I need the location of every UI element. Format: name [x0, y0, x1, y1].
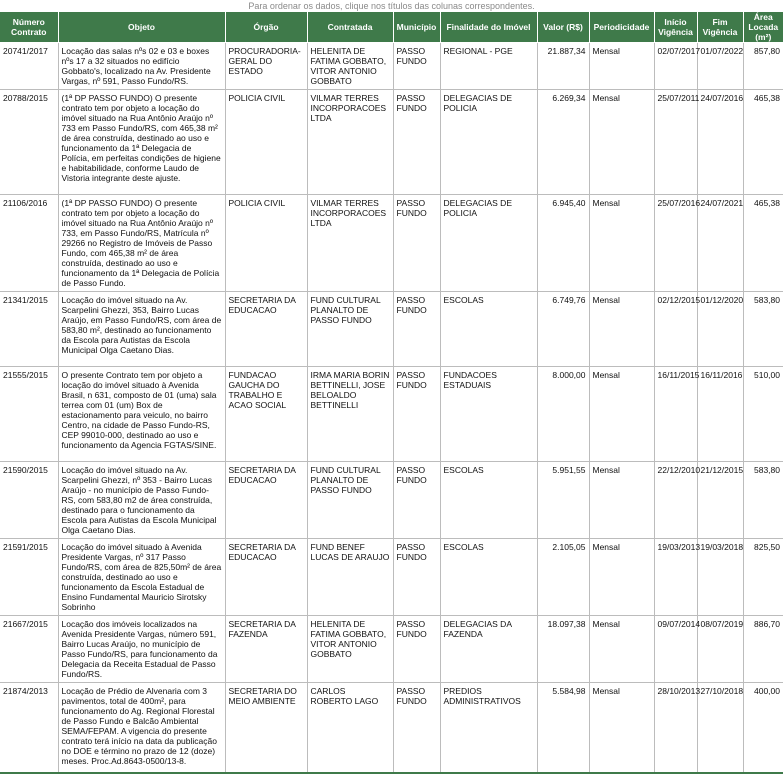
- cell-finalidade: DELEGACIAS DE POLICIA: [440, 195, 537, 292]
- contracts-table: [0, 12, 783, 774]
- cell-numero: 20788/2015: [0, 90, 58, 195]
- header-row: [0, 12, 783, 43]
- table-row: [0, 367, 783, 462]
- cell-periodicidade: Mensal: [589, 292, 654, 367]
- col-header-numero[interactable]: Número Contrato: [0, 12, 58, 43]
- cell-finalidade: REGIONAL - PGE: [440, 43, 537, 90]
- cell-objeto: (1ª DP PASSO FUNDO) O presente contrato tem por objeto a locação do imóvel situado na Rua Antônio Araújo nº 733 em Passo Fundo/RS, com 465,38 m² de área construída, destinado ao uso e funcionamento da 1ª Delegacia de Polícia, em perfeitas condições de higiene e habitabilidade, conforme Laudo de Vistoria integrante deste ajuste.: [58, 90, 225, 195]
- cell-numero: 21555/2015: [0, 367, 58, 462]
- cell-inicio: 25/07/2011: [654, 90, 697, 195]
- cell-objeto: (1ª DP PASSO FUNDO) O presente contrato tem por objeto a locação do imóvel situado na Rua Antônio Araújo nº 733, em Passo Fundo/RS, Matrícula nº 29266 no Registro de Imóveis de Passo Fundo, com 465,38 m² de área construída, destinado ao uso e funcionamento da 1ª Delegacia de Polícia de Passo Fundo.: [58, 195, 225, 292]
- cell-orgao: PROCURADORIA-GERAL DO ESTADO: [225, 43, 307, 90]
- col-header-finalidade[interactable]: Finalidade do Imóvel: [440, 12, 537, 43]
- cell-valor: 5.584,98: [537, 683, 589, 773]
- cell-finalidade: PREDIOS ADMINISTRATIVOS: [440, 683, 537, 773]
- table-row: [0, 90, 783, 195]
- cell-orgao: POLICIA CIVIL: [225, 90, 307, 195]
- cell-fim: 19/03/2018: [697, 539, 743, 616]
- cell-municipio: PASSO FUNDO: [393, 462, 440, 539]
- col-header-periodicidade[interactable]: Periodicidade: [589, 12, 654, 43]
- cell-contratada: VILMAR TERRES INCORPORACOES LTDA: [307, 90, 393, 195]
- cell-objeto: O presente Contrato tem por objeto a locação do imóvel situado à Avenida Brasil, n 631, composto de 01 (uma) sala terrea com 01 (um) Box de estacionamento para veiculo, no bairro Centro, na cidade de Passo Fundo-RS, CEP 99010-000, destinado ao uso e funcionamento da Agencia FGTAS/SINE.: [58, 367, 225, 462]
- cell-periodicidade: Mensal: [589, 195, 654, 292]
- cell-municipio: PASSO FUNDO: [393, 90, 440, 195]
- cell-numero: 21874/2013: [0, 683, 58, 773]
- cell-orgao: SECRETARIA DA FAZENDA: [225, 616, 307, 683]
- cell-finalidade: DELEGACIAS DA FAZENDA: [440, 616, 537, 683]
- cell-orgao: SECRETARIA DA EDUCACAO: [225, 292, 307, 367]
- cell-valor: 6.749,76: [537, 292, 589, 367]
- cell-numero: 21106/2016: [0, 195, 58, 292]
- cell-inicio: 19/03/2013: [654, 539, 697, 616]
- cell-numero: 21341/2015: [0, 292, 58, 367]
- cell-contratada: HELENITA DE FATIMA GOBBATO, VITOR ANTONIO GOBBATO: [307, 616, 393, 683]
- cell-objeto: Locação dos imóveis localizados na Avenida Presidente Vargas, número 591, Bairro Lucas Araújo, no município de Passo Fundo/RS, para funcionamento da Delegacia da Receita Estadual de Passo Fundo/RS.: [58, 616, 225, 683]
- cell-fim: 01/07/2022: [697, 43, 743, 90]
- cell-finalidade: ESCOLAS: [440, 462, 537, 539]
- cell-area: 857,80: [743, 43, 783, 90]
- cell-municipio: PASSO FUNDO: [393, 43, 440, 90]
- cell-area: 465,38: [743, 90, 783, 195]
- cell-fim: 16/11/2016: [697, 367, 743, 462]
- cell-municipio: PASSO FUNDO: [393, 616, 440, 683]
- col-header-fim[interactable]: Fim Vigência: [697, 12, 743, 43]
- cell-contratada: FUND CULTURAL PLANALTO DE PASSO FUNDO: [307, 462, 393, 539]
- cell-orgao: SECRETARIA DA EDUCACAO: [225, 539, 307, 616]
- cell-inicio: 22/12/2010: [654, 462, 697, 539]
- cell-valor: 2.105,05: [537, 539, 589, 616]
- col-header-objeto[interactable]: Objeto: [58, 12, 225, 43]
- cell-municipio: PASSO FUNDO: [393, 683, 440, 773]
- cell-contratada: FUND CULTURAL PLANALTO DE PASSO FUNDO: [307, 292, 393, 367]
- table-row: [0, 539, 783, 616]
- col-header-municipio[interactable]: Município: [393, 12, 440, 43]
- cell-periodicidade: Mensal: [589, 43, 654, 90]
- cell-finalidade: ESCOLAS: [440, 292, 537, 367]
- cell-finalidade: FUNDACOES ESTADUAIS: [440, 367, 537, 462]
- cell-numero: 21591/2015: [0, 539, 58, 616]
- cell-periodicidade: Mensal: [589, 539, 654, 616]
- cell-municipio: PASSO FUNDO: [393, 195, 440, 292]
- cell-inicio: 28/10/2013: [654, 683, 697, 773]
- col-header-valor[interactable]: Valor (R$): [537, 12, 589, 43]
- cell-orgao: SECRETARIA DO MEIO AMBIENTE: [225, 683, 307, 773]
- cell-inicio: 16/11/2015: [654, 367, 697, 462]
- table-row: [0, 462, 783, 539]
- cell-periodicidade: Mensal: [589, 683, 654, 773]
- table-row: [0, 616, 783, 683]
- cell-inicio: 25/07/2016: [654, 195, 697, 292]
- cell-numero: 20741/2017: [0, 43, 58, 90]
- cell-objeto: Locação do imóvel situado à Avenida Presidente Vargas, nº 317 Passo Fundo/RS, com área de 825,50m² de área construída, destinado ao uso e funcionamento da Escola Estadual de Ensino Fundamental Mauricio Sirotsky Sobrinho: [58, 539, 225, 616]
- col-header-contratada[interactable]: Contratada: [307, 12, 393, 43]
- cell-fim: 01/12/2020: [697, 292, 743, 367]
- cell-numero: 21667/2015: [0, 616, 58, 683]
- cell-numero: 21590/2015: [0, 462, 58, 539]
- col-header-orgao[interactable]: Órgão: [225, 12, 307, 43]
- cell-objeto: Locação do imóvel situado na Av. Scarpelini Ghezzi, nº 353 - Bairro Lucas Araújo - no município de Passo Fundo-RS, com 583,80 m2 de área construída, destinado para o funcionamento da Escola para Autistas da Escola Municipal Olga Caetano Dias.: [58, 462, 225, 539]
- cell-municipio: PASSO FUNDO: [393, 367, 440, 462]
- cell-orgao: SECRETARIA DA EDUCACAO: [225, 462, 307, 539]
- cell-periodicidade: Mensal: [589, 367, 654, 462]
- cell-valor: 6.269,34: [537, 90, 589, 195]
- cell-valor: 21.887,34: [537, 43, 589, 90]
- cell-area: 583,80: [743, 292, 783, 367]
- table-row: [0, 683, 783, 773]
- cell-fim: 21/12/2015: [697, 462, 743, 539]
- cell-area: 825,50: [743, 539, 783, 616]
- cell-fim: 08/07/2019: [697, 616, 743, 683]
- cell-inicio: 02/12/2015: [654, 292, 697, 367]
- cell-contratada: VILMAR TERRES INCORPORACOES LTDA: [307, 195, 393, 292]
- table-row: [0, 195, 783, 292]
- cell-area: 886,70: [743, 616, 783, 683]
- cell-periodicidade: Mensal: [589, 90, 654, 195]
- cell-objeto: Locação de Prédio de Alvenaria com 3 pavimentos, total de 400m², para funcionamento do Ag. Regional Florestal de Passo Fundo e Balcão Ambiental SEMA/FEPAM. A vigencia do presente contrato terá início na data da publicação no DOE e término no prazo de 12 (doze) meses. Proc.Ad.8643-0500/13-8.: [58, 683, 225, 773]
- cell-fim: 24/07/2021: [697, 195, 743, 292]
- col-header-area[interactable]: Área Locada (m²): [743, 12, 783, 43]
- cell-valor: 6.945,40: [537, 195, 589, 292]
- cell-inicio: 02/07/2017: [654, 43, 697, 90]
- cell-area: 583,80: [743, 462, 783, 539]
- cell-contratada: HELENITA DE FATIMA GOBBATO, VITOR ANTONIO GOBBATO: [307, 43, 393, 90]
- cell-orgao: POLICIA CIVIL: [225, 195, 307, 292]
- cell-valor: 8.000,00: [537, 367, 589, 462]
- cell-contratada: FUND BENEF LUCAS DE ARAUJO: [307, 539, 393, 616]
- cell-municipio: PASSO FUNDO: [393, 539, 440, 616]
- cell-inicio: 09/07/2014: [654, 616, 697, 683]
- cell-orgao: FUNDACAO GAUCHA DO TRABALHO E ACAO SOCIAL: [225, 367, 307, 462]
- cell-periodicidade: Mensal: [589, 616, 654, 683]
- cell-area: 510,00: [743, 367, 783, 462]
- table-row: [0, 43, 783, 90]
- cell-valor: 5.951,55: [537, 462, 589, 539]
- cell-municipio: PASSO FUNDO: [393, 292, 440, 367]
- cell-finalidade: ESCOLAS: [440, 539, 537, 616]
- cell-valor: 18.097,38: [537, 616, 589, 683]
- col-header-inicio[interactable]: Início Vigência: [654, 12, 697, 43]
- cell-periodicidade: Mensal: [589, 462, 654, 539]
- cell-area: 465,38: [743, 195, 783, 292]
- sort-hint: Para ordenar os dados, clique nos títulos das colunas correspondentes.: [248, 1, 535, 11]
- cell-objeto: Locação das salas nºs 02 e 03 e boxes nºs 17 a 32 situados no edifício Gobbato's, localizado na Av. Presidente Vargas, nº 591, Passo Fundo/RS.: [58, 43, 225, 90]
- table-row: [0, 292, 783, 367]
- cell-fim: 27/10/2018: [697, 683, 743, 773]
- cell-finalidade: DELEGACIAS DE POLICIA: [440, 90, 537, 195]
- cell-contratada: CARLOS ROBERTO LAGO: [307, 683, 393, 773]
- cell-area: 400,00: [743, 683, 783, 773]
- cell-fim: 24/07/2016: [697, 90, 743, 195]
- cell-objeto: Locação do imóvel situado na Av. Scarpelini Ghezzi, 353, Bairro Lucas Araújo, em Passo Fundo/RS, com área de 583,80 m², destinado ao funcionamento da Escola para Autistas da Escola Municipal Olga Caetano Dias.: [58, 292, 225, 367]
- cell-contratada: IRMA MARIA BORIN BETTINELLI, JOSE BELOALDO BETTINELLI: [307, 367, 393, 462]
